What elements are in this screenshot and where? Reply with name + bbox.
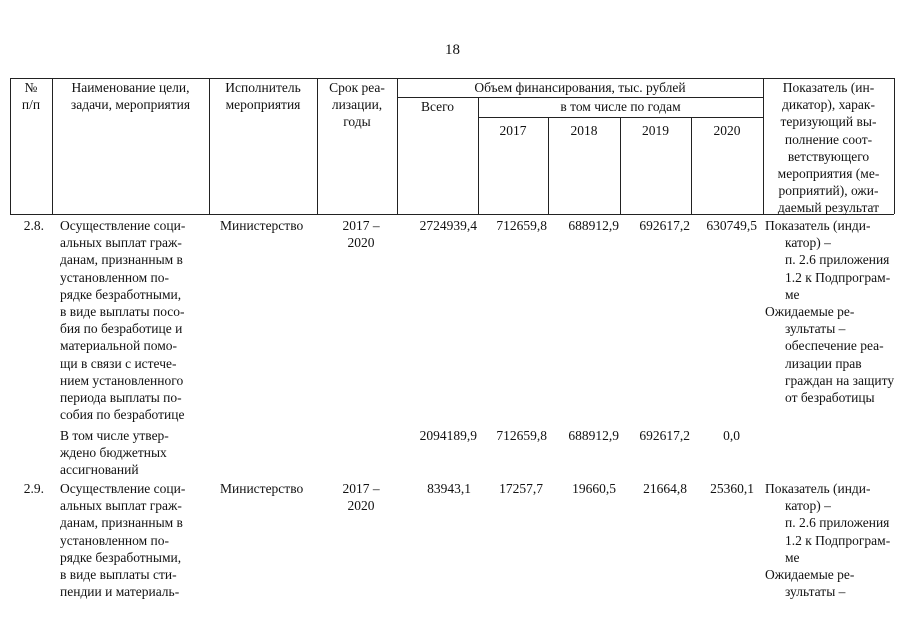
header-year-2020: 2020 bbox=[713, 123, 741, 138]
row-2019: 692617,2 bbox=[639, 428, 690, 443]
row-2018: 688912,9 bbox=[568, 428, 619, 443]
row-executor: Министерство bbox=[220, 481, 304, 496]
row-2017: 712659,8 bbox=[496, 428, 547, 443]
row-executor: Министерство bbox=[220, 218, 304, 233]
row-2020: 0,0 bbox=[723, 428, 740, 443]
row-number: 2.9. bbox=[23, 481, 44, 496]
header-term: Срок реа- лизации, годы bbox=[329, 80, 385, 130]
row-total: 2724939,4 bbox=[419, 218, 477, 233]
header-total: Всего bbox=[420, 99, 455, 114]
row-number: 2.8. bbox=[23, 218, 44, 233]
row-indicator: Показатель (инди- катор) – п. 2.6 приложения 1.2 к Подпрограм- ме Ожидаемые ре- зультаты – bbox=[765, 481, 891, 600]
row-2020: 25360,1 bbox=[710, 481, 754, 496]
row-term: 2017 – 2020 bbox=[342, 218, 380, 251]
header-year-2018: 2018 bbox=[570, 123, 598, 138]
row-2019: 692617,2 bbox=[639, 218, 690, 233]
header-by-years: в том числе по годам bbox=[560, 99, 681, 114]
page-number: 18 bbox=[445, 42, 460, 58]
header-num: № п/п bbox=[21, 80, 41, 113]
header-funding: Объем финансирования, тыс. рублей bbox=[474, 80, 686, 95]
row-2017: 712659,8 bbox=[496, 218, 547, 233]
row-2018: 19660,5 bbox=[572, 481, 616, 496]
row-name: Осуществление соци- альных выплат граж- данам, признанным в установленном по- рядке безработными, в виде выплаты посо- бия по безработице и материальной помо- щи в связи с истече- нием установленного периода выплаты по- собия по безработице bbox=[60, 218, 186, 423]
header-year-2019: 2019 bbox=[642, 123, 669, 138]
row-2020: 630749,5 bbox=[706, 218, 757, 233]
row-name: Осуществление соци- альных выплат граж- данам, признанным в установленном по- рядке безработными, в виде выплаты сти- пендии и материаль- bbox=[60, 481, 186, 600]
border-right bbox=[894, 78, 895, 214]
row-2018: 688912,9 bbox=[568, 218, 619, 233]
header-indicator: Показатель (ин- дикатор), харак- теризующий вы- полнение соот- ветствующего мероприятия (ме- роприятий), ожи- даемый результат bbox=[777, 80, 880, 216]
row-name: В том числе утвер- ждено бюджетных ассигнований bbox=[60, 428, 169, 478]
row-2017: 17257,7 bbox=[499, 481, 543, 496]
header-year-2017: 2017 bbox=[499, 123, 527, 138]
row-indicator: Показатель (инди- катор) – п. 2.6 приложения 1.2 к Подпрограм- ме Ожидаемые ре- зультаты – обеспечение реа- лизации прав граждан на защиту от безработицы bbox=[765, 218, 895, 406]
header-name: Наименование цели, задачи, мероприятия bbox=[70, 80, 191, 113]
row-term: 2017 – 2020 bbox=[342, 481, 380, 514]
header-bottom-border bbox=[10, 214, 894, 215]
row-total: 2094189,9 bbox=[419, 428, 477, 443]
header-executor: Исполнитель мероприятия bbox=[225, 80, 301, 113]
row-2019: 21664,8 bbox=[643, 481, 687, 496]
row-total: 83943,1 bbox=[427, 481, 471, 496]
